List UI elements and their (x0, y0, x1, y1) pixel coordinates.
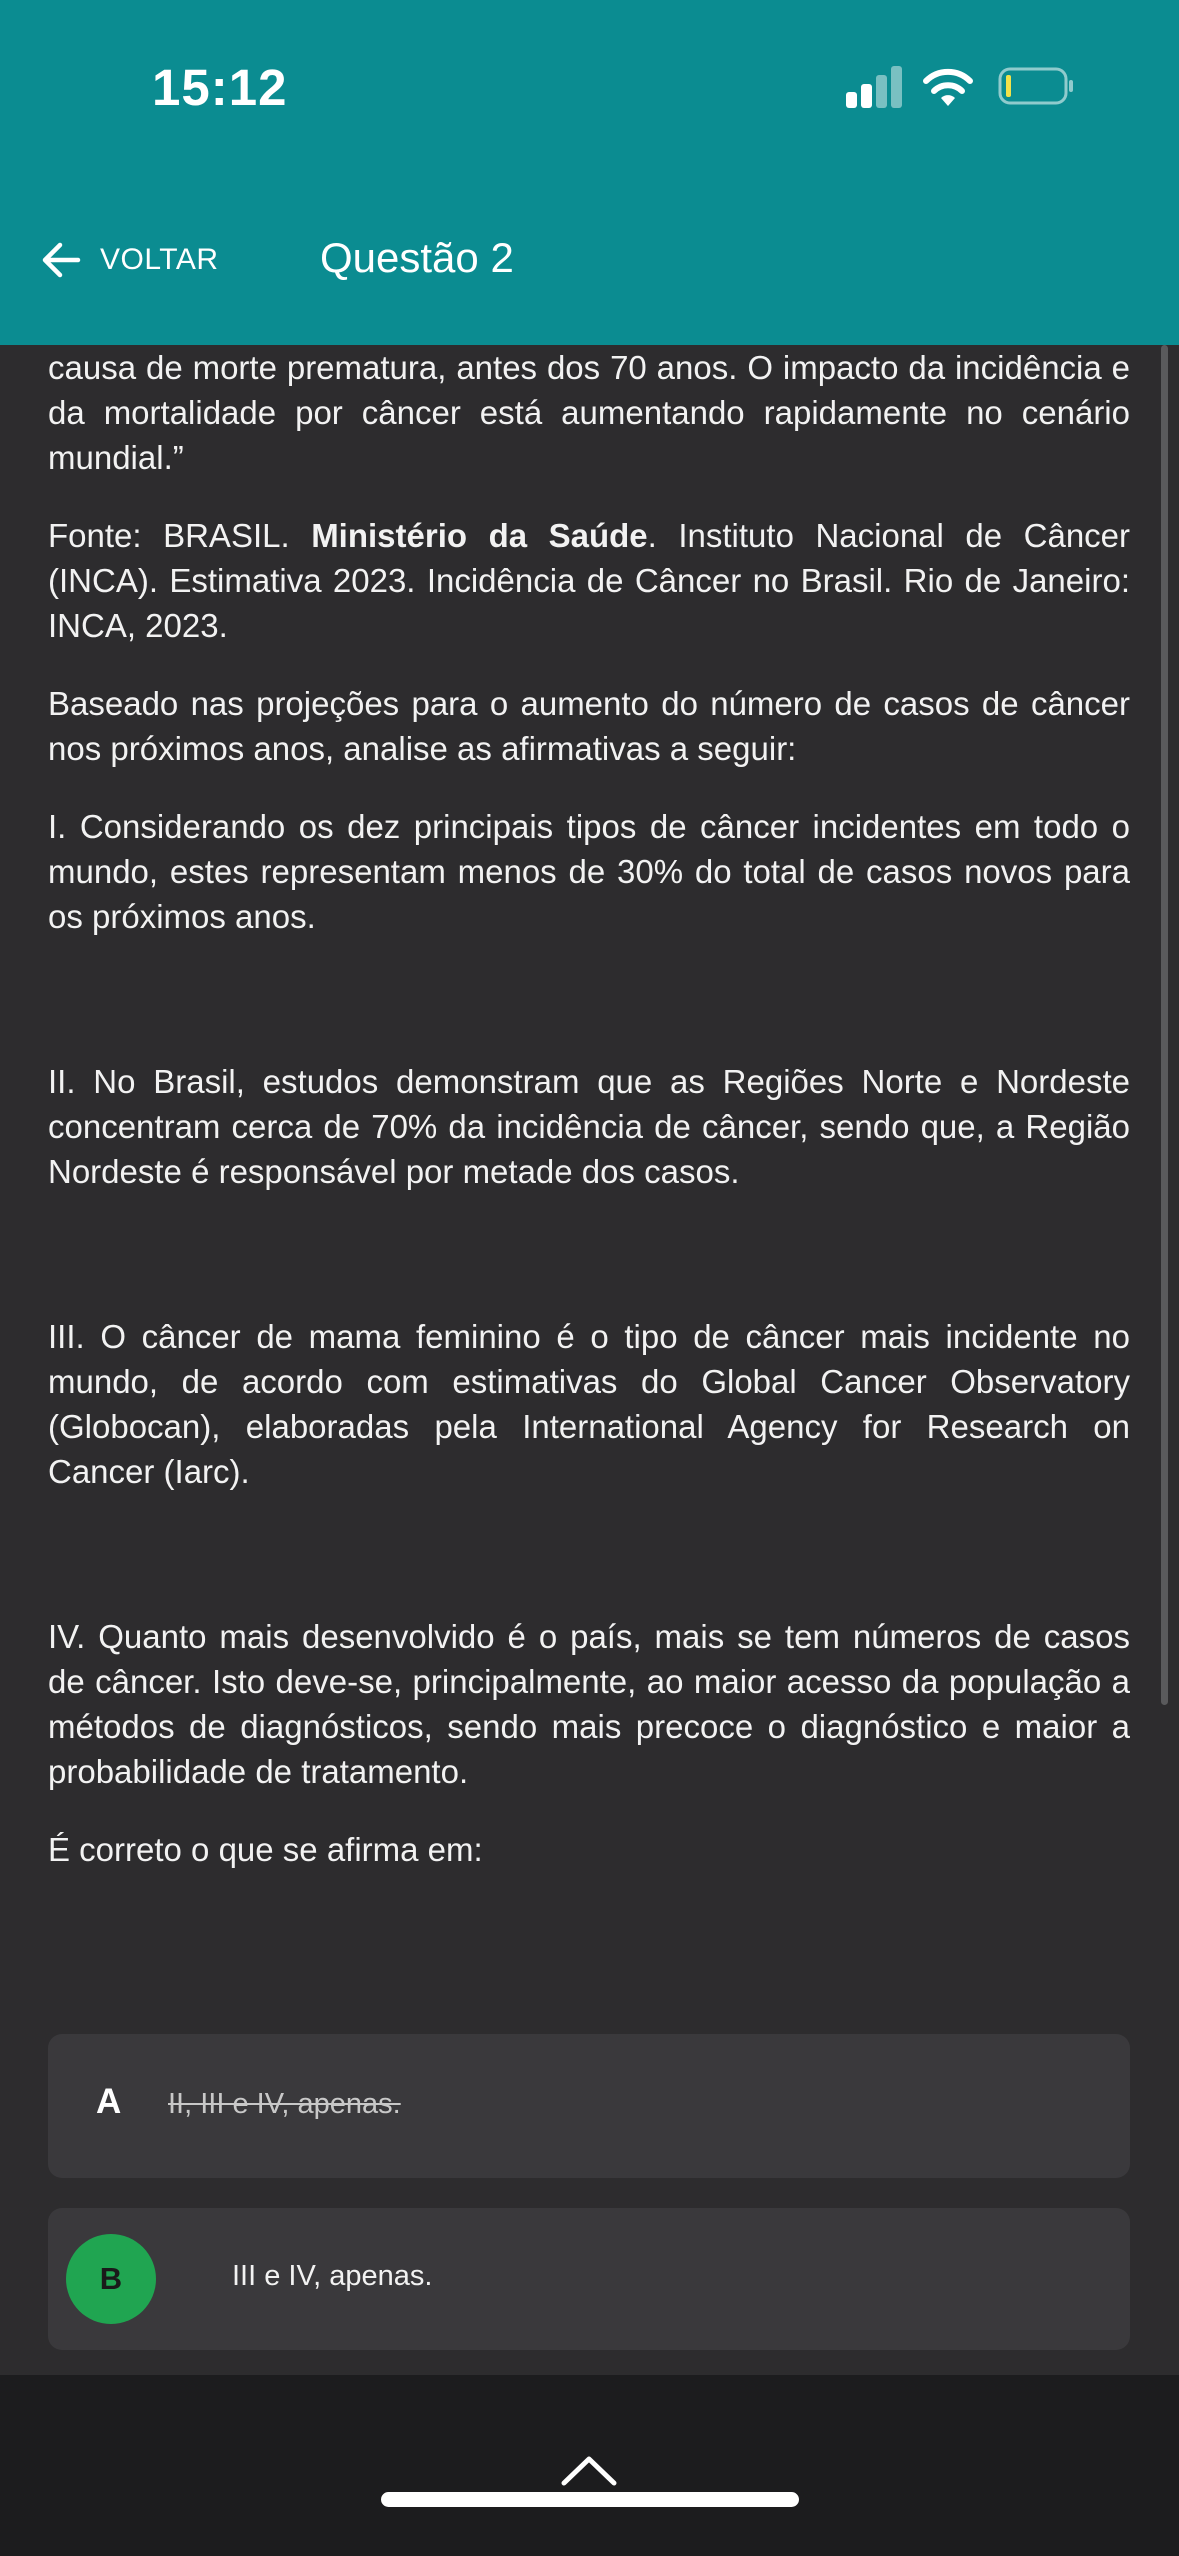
status-time: 15:12 (152, 59, 288, 116)
source-bold: Ministério da Saúde (311, 517, 648, 554)
statement-4: IV. Quanto mais desenvolvido é o país, mais se tem números de casos de câncer. Isto deve-se, principalmente, ao maior acesso da população a métodos de diagnósticos, sendo mais precoce o diagnóstico e maior a probabilidade de tratamento. (48, 1618, 1130, 1790)
statement-2: II. No Brasil, estudos demonstram que as Regiões Norte e Nordeste concentram cerca de 70% da incidência de câncer, sendo que, a Região Nordeste é responsável por metade dos casos. (48, 1063, 1130, 1190)
closing-paragraph: É correto o que se afirma em: (48, 1831, 483, 1868)
prompt-paragraph: Baseado nas projeções para o aumento do número de casos de câncer nos próximos anos, analise as afirmativas a seguir: (48, 685, 1130, 767)
option-text: II, III e IV, apenas. (168, 2088, 401, 2120)
battery-icon (998, 67, 1074, 105)
wifi-icon (922, 64, 974, 108)
page-title: Questão 2 (320, 234, 514, 281)
quote-end-paragraph: causa de morte prematura, antes dos 70 anos. O impacto da incidência e da mortalidade por câncer está aumentando rapidamente no cenário mundial.” (48, 349, 1130, 476)
statement-1: I. Considerando os dez principais tipos de câncer incidentes em todo o mundo, estes representam menos de 30% do total de casos novos para os próximos anos. (48, 808, 1130, 935)
source-paragraph (48, 513, 1130, 648)
option-letter-badge: B (66, 2234, 156, 2324)
source-prefix: Fonte: BRASIL. (48, 517, 290, 554)
option-text: III e IV, apenas. (232, 2260, 433, 2292)
option-letter: A (96, 2082, 122, 2121)
back-label: VOLTAR (100, 243, 219, 276)
back-button[interactable] (40, 228, 219, 292)
option-b[interactable] (48, 2208, 1130, 2350)
app-header (0, 0, 1179, 345)
statement-3: III. O câncer de mama feminino é o tipo de câncer mais incidente no mundo, de acordo com estimativas do Global Cancer Observatory (Globocan), elaboradas pela International Agency for Research on Cancer (Iarc). (48, 1318, 1130, 1490)
question-content (48, 345, 1130, 1872)
chevron-up-icon[interactable] (560, 2453, 618, 2487)
option-a[interactable] (48, 2034, 1130, 2178)
scrollbar[interactable] (1161, 345, 1168, 1705)
arrow-left-icon (40, 239, 82, 281)
bottom-bar (0, 2375, 1179, 2556)
source-suffix: . Instituto Nacional de Câncer (INCA). Estimativa 2023. Incidência de Câncer no Brasil. Rio de Janeiro: INCA, 2023. (48, 517, 1131, 644)
home-indicator[interactable] (381, 2492, 799, 2507)
cellular-signal-icon (846, 66, 902, 108)
